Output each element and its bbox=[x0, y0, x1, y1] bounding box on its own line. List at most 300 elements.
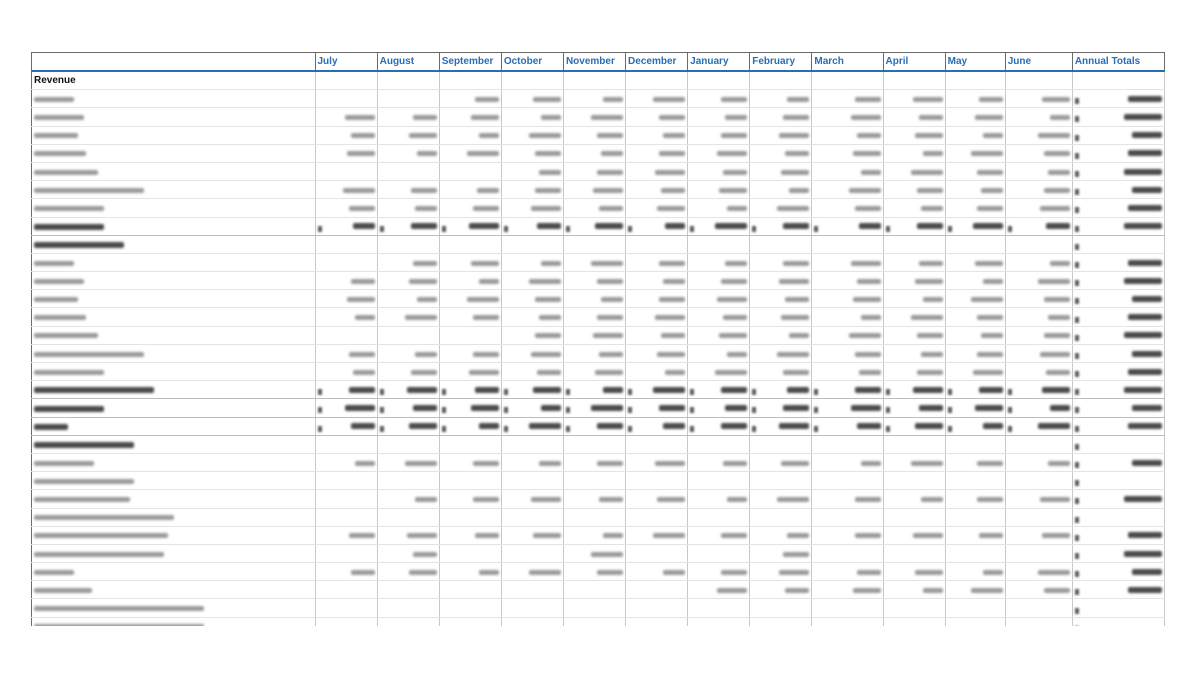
row-label[interactable] bbox=[32, 526, 316, 544]
month-cell[interactable] bbox=[501, 544, 563, 562]
month-cell[interactable] bbox=[377, 90, 439, 108]
month-cell[interactable] bbox=[812, 381, 883, 399]
month-cell[interactable] bbox=[563, 235, 625, 253]
row-label[interactable] bbox=[32, 453, 316, 471]
month-cell[interactable] bbox=[377, 544, 439, 562]
row-label[interactable] bbox=[32, 581, 316, 599]
month-cell[interactable] bbox=[377, 508, 439, 526]
month-cell[interactable] bbox=[812, 144, 883, 162]
month-cell[interactable] bbox=[377, 108, 439, 126]
month-cell[interactable] bbox=[563, 581, 625, 599]
month-cell[interactable] bbox=[501, 90, 563, 108]
month-cell[interactable] bbox=[563, 144, 625, 162]
month-cell[interactable] bbox=[1005, 544, 1072, 562]
month-cell[interactable] bbox=[315, 90, 377, 108]
annual-total-cell[interactable] bbox=[1072, 544, 1164, 562]
month-cell[interactable] bbox=[688, 126, 750, 144]
month-cell[interactable] bbox=[1005, 217, 1072, 235]
month-cell[interactable] bbox=[315, 253, 377, 271]
annual-total-cell[interactable] bbox=[1072, 290, 1164, 308]
month-cell[interactable] bbox=[377, 162, 439, 180]
month-cell[interactable] bbox=[563, 253, 625, 271]
month-cell[interactable] bbox=[501, 344, 563, 362]
month-cell[interactable] bbox=[315, 363, 377, 381]
annual-total-cell[interactable] bbox=[1072, 363, 1164, 381]
month-cell[interactable] bbox=[883, 363, 945, 381]
annual-total-cell[interactable] bbox=[1072, 272, 1164, 290]
month-cell[interactable] bbox=[439, 90, 501, 108]
month-cell[interactable] bbox=[945, 290, 1005, 308]
month-cell[interactable] bbox=[626, 308, 688, 326]
month-cell[interactable] bbox=[1005, 308, 1072, 326]
month-cell[interactable] bbox=[315, 526, 377, 544]
month-cell[interactable] bbox=[688, 181, 750, 199]
header-month-may[interactable]: May bbox=[945, 53, 1005, 72]
month-cell[interactable] bbox=[626, 90, 688, 108]
annual-total-cell[interactable] bbox=[1072, 472, 1164, 490]
row-label[interactable] bbox=[32, 417, 316, 435]
month-cell[interactable] bbox=[439, 563, 501, 581]
month-cell[interactable] bbox=[501, 363, 563, 381]
annual-total-cell[interactable] bbox=[1072, 162, 1164, 180]
month-cell[interactable] bbox=[812, 290, 883, 308]
header-month-april[interactable]: April bbox=[883, 53, 945, 72]
month-cell[interactable] bbox=[750, 399, 812, 417]
month-cell[interactable] bbox=[377, 381, 439, 399]
month-cell[interactable] bbox=[1005, 326, 1072, 344]
annual-total-cell[interactable] bbox=[1072, 181, 1164, 199]
month-cell[interactable] bbox=[945, 217, 1005, 235]
month-cell[interactable] bbox=[439, 453, 501, 471]
month-cell[interactable] bbox=[315, 235, 377, 253]
month-cell[interactable] bbox=[315, 308, 377, 326]
month-cell[interactable] bbox=[883, 617, 945, 626]
month-cell[interactable] bbox=[812, 417, 883, 435]
month-cell[interactable] bbox=[377, 217, 439, 235]
month-cell[interactable] bbox=[812, 599, 883, 617]
month-cell[interactable] bbox=[688, 563, 750, 581]
month-cell[interactable] bbox=[439, 599, 501, 617]
month-cell[interactable] bbox=[315, 563, 377, 581]
row-label[interactable] bbox=[32, 544, 316, 562]
month-cell[interactable] bbox=[1005, 290, 1072, 308]
month-cell[interactable] bbox=[750, 363, 812, 381]
month-cell[interactable] bbox=[688, 417, 750, 435]
month-cell[interactable] bbox=[883, 399, 945, 417]
month-cell[interactable] bbox=[501, 599, 563, 617]
month-cell[interactable] bbox=[883, 235, 945, 253]
row-label[interactable] bbox=[32, 126, 316, 144]
month-cell[interactable] bbox=[626, 435, 688, 453]
month-cell[interactable] bbox=[750, 272, 812, 290]
month-cell[interactable] bbox=[883, 526, 945, 544]
month-cell[interactable] bbox=[315, 272, 377, 290]
month-cell[interactable] bbox=[812, 490, 883, 508]
month-cell[interactable] bbox=[439, 435, 501, 453]
header-month-november[interactable]: November bbox=[563, 53, 625, 72]
month-cell[interactable] bbox=[626, 472, 688, 490]
month-cell[interactable] bbox=[563, 453, 625, 471]
month-cell[interactable] bbox=[563, 326, 625, 344]
annual-total-cell[interactable] bbox=[1072, 381, 1164, 399]
month-cell[interactable] bbox=[750, 508, 812, 526]
month-cell[interactable] bbox=[812, 253, 883, 271]
month-cell[interactable] bbox=[563, 599, 625, 617]
row-label[interactable] bbox=[32, 108, 316, 126]
header-month-march[interactable]: March bbox=[812, 53, 883, 72]
month-cell[interactable] bbox=[688, 290, 750, 308]
month-cell[interactable] bbox=[501, 490, 563, 508]
month-cell[interactable] bbox=[945, 90, 1005, 108]
month-cell[interactable] bbox=[812, 71, 883, 90]
month-cell[interactable] bbox=[1005, 90, 1072, 108]
month-cell[interactable] bbox=[883, 308, 945, 326]
month-cell[interactable] bbox=[439, 199, 501, 217]
month-cell[interactable] bbox=[883, 326, 945, 344]
month-cell[interactable] bbox=[563, 617, 625, 626]
month-cell[interactable] bbox=[563, 472, 625, 490]
month-cell[interactable] bbox=[626, 162, 688, 180]
month-cell[interactable] bbox=[750, 326, 812, 344]
month-cell[interactable] bbox=[501, 235, 563, 253]
month-cell[interactable] bbox=[439, 399, 501, 417]
month-cell[interactable] bbox=[945, 272, 1005, 290]
month-cell[interactable] bbox=[750, 617, 812, 626]
month-cell[interactable] bbox=[750, 217, 812, 235]
month-cell[interactable] bbox=[501, 563, 563, 581]
month-cell[interactable] bbox=[439, 581, 501, 599]
month-cell[interactable] bbox=[945, 71, 1005, 90]
month-cell[interactable] bbox=[501, 272, 563, 290]
month-cell[interactable] bbox=[315, 162, 377, 180]
header-month-january[interactable]: January bbox=[688, 53, 750, 72]
month-cell[interactable] bbox=[377, 181, 439, 199]
month-cell[interactable] bbox=[688, 308, 750, 326]
row-label[interactable] bbox=[32, 472, 316, 490]
month-cell[interactable] bbox=[563, 90, 625, 108]
annual-total-cell[interactable] bbox=[1072, 90, 1164, 108]
row-label[interactable] bbox=[32, 199, 316, 217]
row-label[interactable] bbox=[32, 144, 316, 162]
month-cell[interactable] bbox=[563, 363, 625, 381]
month-cell[interactable] bbox=[945, 453, 1005, 471]
month-cell[interactable] bbox=[750, 544, 812, 562]
month-cell[interactable] bbox=[563, 417, 625, 435]
month-cell[interactable] bbox=[945, 526, 1005, 544]
month-cell[interactable] bbox=[439, 108, 501, 126]
month-cell[interactable] bbox=[439, 144, 501, 162]
header-month-july[interactable]: July bbox=[315, 53, 377, 72]
month-cell[interactable] bbox=[315, 71, 377, 90]
month-cell[interactable] bbox=[501, 472, 563, 490]
annual-total-cell[interactable] bbox=[1072, 199, 1164, 217]
month-cell[interactable] bbox=[315, 417, 377, 435]
month-cell[interactable] bbox=[563, 344, 625, 362]
header-annual-totals[interactable]: Annual Totals bbox=[1072, 53, 1164, 72]
month-cell[interactable] bbox=[1005, 526, 1072, 544]
month-cell[interactable] bbox=[377, 435, 439, 453]
month-cell[interactable] bbox=[1005, 126, 1072, 144]
month-cell[interactable] bbox=[812, 272, 883, 290]
month-cell[interactable] bbox=[563, 563, 625, 581]
month-cell[interactable] bbox=[750, 235, 812, 253]
month-cell[interactable] bbox=[626, 253, 688, 271]
month-cell[interactable] bbox=[501, 181, 563, 199]
month-cell[interactable] bbox=[1005, 472, 1072, 490]
month-cell[interactable] bbox=[501, 290, 563, 308]
month-cell[interactable] bbox=[563, 126, 625, 144]
month-cell[interactable] bbox=[750, 472, 812, 490]
month-cell[interactable] bbox=[688, 508, 750, 526]
month-cell[interactable] bbox=[945, 563, 1005, 581]
month-cell[interactable] bbox=[439, 308, 501, 326]
month-cell[interactable] bbox=[883, 472, 945, 490]
row-label[interactable] bbox=[32, 235, 316, 253]
month-cell[interactable] bbox=[315, 217, 377, 235]
month-cell[interactable] bbox=[812, 526, 883, 544]
month-cell[interactable] bbox=[439, 344, 501, 362]
month-cell[interactable] bbox=[501, 435, 563, 453]
month-cell[interactable] bbox=[626, 108, 688, 126]
row-label[interactable] bbox=[32, 181, 316, 199]
month-cell[interactable] bbox=[688, 344, 750, 362]
row-label[interactable] bbox=[32, 617, 316, 626]
month-cell[interactable] bbox=[688, 544, 750, 562]
month-cell[interactable] bbox=[315, 453, 377, 471]
month-cell[interactable] bbox=[945, 417, 1005, 435]
header-month-december[interactable]: December bbox=[626, 53, 688, 72]
month-cell[interactable] bbox=[315, 599, 377, 617]
month-cell[interactable] bbox=[439, 490, 501, 508]
month-cell[interactable] bbox=[439, 508, 501, 526]
month-cell[interactable] bbox=[883, 290, 945, 308]
month-cell[interactable] bbox=[563, 181, 625, 199]
month-cell[interactable] bbox=[1005, 108, 1072, 126]
month-cell[interactable] bbox=[501, 199, 563, 217]
row-label[interactable] bbox=[32, 599, 316, 617]
month-cell[interactable] bbox=[1005, 399, 1072, 417]
month-cell[interactable] bbox=[626, 544, 688, 562]
header-month-february[interactable]: February bbox=[750, 53, 812, 72]
row-label[interactable] bbox=[32, 508, 316, 526]
month-cell[interactable] bbox=[1005, 417, 1072, 435]
month-cell[interactable] bbox=[750, 453, 812, 471]
month-cell[interactable] bbox=[315, 326, 377, 344]
month-cell[interactable] bbox=[626, 235, 688, 253]
row-label[interactable] bbox=[32, 563, 316, 581]
month-cell[interactable] bbox=[377, 581, 439, 599]
month-cell[interactable] bbox=[945, 472, 1005, 490]
month-cell[interactable] bbox=[945, 363, 1005, 381]
month-cell[interactable] bbox=[945, 399, 1005, 417]
annual-total-cell[interactable] bbox=[1072, 326, 1164, 344]
annual-total-cell[interactable] bbox=[1072, 71, 1164, 90]
month-cell[interactable] bbox=[883, 199, 945, 217]
month-cell[interactable] bbox=[750, 581, 812, 599]
month-cell[interactable] bbox=[377, 617, 439, 626]
month-cell[interactable] bbox=[439, 253, 501, 271]
month-cell[interactable] bbox=[1005, 272, 1072, 290]
month-cell[interactable] bbox=[688, 435, 750, 453]
month-cell[interactable] bbox=[439, 472, 501, 490]
month-cell[interactable] bbox=[750, 563, 812, 581]
month-cell[interactable] bbox=[501, 217, 563, 235]
month-cell[interactable] bbox=[315, 381, 377, 399]
month-cell[interactable] bbox=[563, 217, 625, 235]
month-cell[interactable] bbox=[945, 126, 1005, 144]
month-cell[interactable] bbox=[750, 290, 812, 308]
month-cell[interactable] bbox=[501, 381, 563, 399]
annual-total-cell[interactable] bbox=[1072, 490, 1164, 508]
month-cell[interactable] bbox=[1005, 181, 1072, 199]
month-cell[interactable] bbox=[883, 508, 945, 526]
month-cell[interactable] bbox=[1005, 490, 1072, 508]
month-cell[interactable] bbox=[883, 162, 945, 180]
month-cell[interactable] bbox=[439, 617, 501, 626]
month-cell[interactable] bbox=[812, 617, 883, 626]
month-cell[interactable] bbox=[315, 581, 377, 599]
month-cell[interactable] bbox=[377, 472, 439, 490]
month-cell[interactable] bbox=[626, 617, 688, 626]
row-label[interactable] bbox=[32, 253, 316, 271]
month-cell[interactable] bbox=[1005, 235, 1072, 253]
annual-total-cell[interactable] bbox=[1072, 126, 1164, 144]
month-cell[interactable] bbox=[688, 581, 750, 599]
month-cell[interactable] bbox=[377, 290, 439, 308]
month-cell[interactable] bbox=[439, 162, 501, 180]
month-cell[interactable] bbox=[812, 308, 883, 326]
month-cell[interactable] bbox=[812, 217, 883, 235]
month-cell[interactable] bbox=[883, 581, 945, 599]
month-cell[interactable] bbox=[315, 108, 377, 126]
month-cell[interactable] bbox=[626, 217, 688, 235]
month-cell[interactable] bbox=[1005, 199, 1072, 217]
month-cell[interactable] bbox=[377, 363, 439, 381]
row-label[interactable] bbox=[32, 326, 316, 344]
month-cell[interactable] bbox=[377, 272, 439, 290]
month-cell[interactable] bbox=[883, 90, 945, 108]
month-cell[interactable] bbox=[1005, 363, 1072, 381]
month-cell[interactable] bbox=[812, 472, 883, 490]
month-cell[interactable] bbox=[750, 199, 812, 217]
month-cell[interactable] bbox=[883, 181, 945, 199]
month-cell[interactable] bbox=[563, 508, 625, 526]
month-cell[interactable] bbox=[750, 308, 812, 326]
month-cell[interactable] bbox=[812, 453, 883, 471]
annual-total-cell[interactable] bbox=[1072, 308, 1164, 326]
month-cell[interactable] bbox=[1005, 581, 1072, 599]
month-cell[interactable] bbox=[812, 199, 883, 217]
month-cell[interactable] bbox=[688, 381, 750, 399]
month-cell[interactable] bbox=[439, 217, 501, 235]
month-cell[interactable] bbox=[563, 108, 625, 126]
row-label[interactable] bbox=[32, 490, 316, 508]
month-cell[interactable] bbox=[1005, 162, 1072, 180]
month-cell[interactable] bbox=[945, 181, 1005, 199]
month-cell[interactable] bbox=[688, 199, 750, 217]
month-cell[interactable] bbox=[688, 217, 750, 235]
month-cell[interactable] bbox=[439, 126, 501, 144]
month-cell[interactable] bbox=[563, 435, 625, 453]
month-cell[interactable] bbox=[812, 508, 883, 526]
month-cell[interactable] bbox=[626, 453, 688, 471]
month-cell[interactable] bbox=[563, 71, 625, 90]
month-cell[interactable] bbox=[750, 144, 812, 162]
header-month-september[interactable]: September bbox=[439, 53, 501, 72]
month-cell[interactable] bbox=[750, 344, 812, 362]
month-cell[interactable] bbox=[563, 526, 625, 544]
month-cell[interactable] bbox=[315, 144, 377, 162]
header-month-june[interactable]: June bbox=[1005, 53, 1072, 72]
month-cell[interactable] bbox=[750, 253, 812, 271]
month-cell[interactable] bbox=[945, 235, 1005, 253]
month-cell[interactable] bbox=[883, 108, 945, 126]
month-cell[interactable] bbox=[626, 272, 688, 290]
month-cell[interactable] bbox=[626, 199, 688, 217]
month-cell[interactable] bbox=[750, 490, 812, 508]
month-cell[interactable] bbox=[1005, 599, 1072, 617]
month-cell[interactable] bbox=[501, 144, 563, 162]
month-cell[interactable] bbox=[750, 71, 812, 90]
month-cell[interactable] bbox=[563, 544, 625, 562]
month-cell[interactable] bbox=[626, 508, 688, 526]
month-cell[interactable] bbox=[315, 181, 377, 199]
month-cell[interactable] bbox=[563, 290, 625, 308]
month-cell[interactable] bbox=[439, 71, 501, 90]
row-label[interactable] bbox=[32, 381, 316, 399]
month-cell[interactable] bbox=[377, 526, 439, 544]
month-cell[interactable] bbox=[688, 453, 750, 471]
month-cell[interactable] bbox=[377, 326, 439, 344]
month-cell[interactable] bbox=[750, 435, 812, 453]
month-cell[interactable] bbox=[1005, 253, 1072, 271]
annual-total-cell[interactable] bbox=[1072, 435, 1164, 453]
row-label[interactable] bbox=[32, 217, 316, 235]
month-cell[interactable] bbox=[1005, 435, 1072, 453]
month-cell[interactable] bbox=[1005, 71, 1072, 90]
month-cell[interactable] bbox=[945, 508, 1005, 526]
month-cell[interactable] bbox=[688, 363, 750, 381]
header-month-october[interactable]: October bbox=[501, 53, 563, 72]
annual-total-cell[interactable] bbox=[1072, 108, 1164, 126]
month-cell[interactable] bbox=[563, 381, 625, 399]
annual-total-cell[interactable] bbox=[1072, 508, 1164, 526]
month-cell[interactable] bbox=[883, 144, 945, 162]
month-cell[interactable] bbox=[883, 599, 945, 617]
month-cell[interactable] bbox=[812, 126, 883, 144]
month-cell[interactable] bbox=[439, 272, 501, 290]
month-cell[interactable] bbox=[563, 272, 625, 290]
month-cell[interactable] bbox=[883, 126, 945, 144]
month-cell[interactable] bbox=[883, 544, 945, 562]
month-cell[interactable] bbox=[945, 581, 1005, 599]
month-cell[interactable] bbox=[945, 108, 1005, 126]
month-cell[interactable] bbox=[439, 544, 501, 562]
month-cell[interactable] bbox=[750, 126, 812, 144]
month-cell[interactable] bbox=[1005, 344, 1072, 362]
annual-total-cell[interactable] bbox=[1072, 235, 1164, 253]
month-cell[interactable] bbox=[883, 71, 945, 90]
month-cell[interactable] bbox=[626, 399, 688, 417]
month-cell[interactable] bbox=[883, 435, 945, 453]
month-cell[interactable] bbox=[1005, 144, 1072, 162]
month-cell[interactable] bbox=[626, 344, 688, 362]
month-cell[interactable] bbox=[812, 563, 883, 581]
month-cell[interactable] bbox=[750, 90, 812, 108]
month-cell[interactable] bbox=[812, 90, 883, 108]
month-cell[interactable] bbox=[945, 144, 1005, 162]
month-cell[interactable] bbox=[377, 199, 439, 217]
